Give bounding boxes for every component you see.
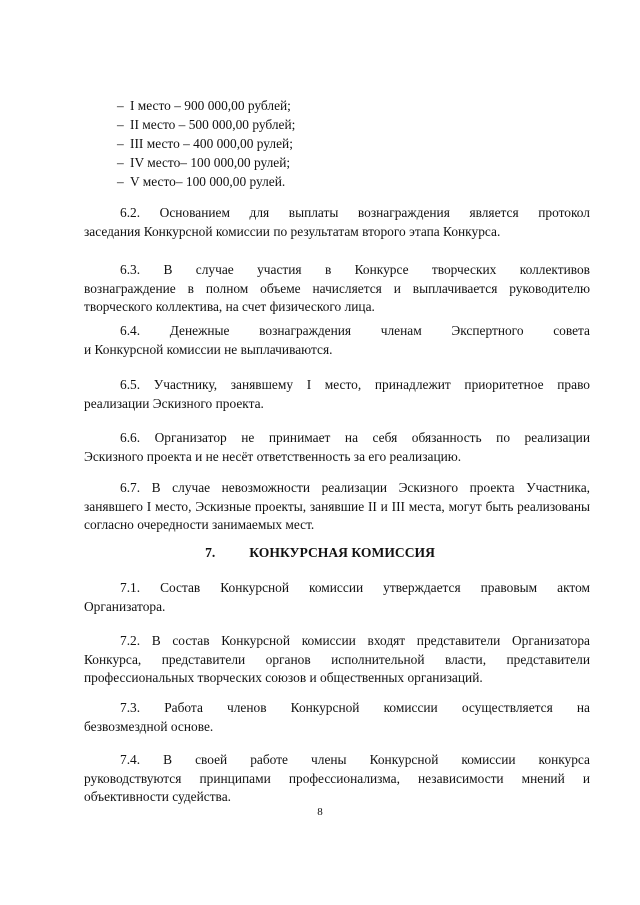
- prize-list: [117, 96, 295, 191]
- section-7-heading: [0, 545, 640, 561]
- prize-item: – IV место– 100 000,00 рулей;: [117, 155, 291, 170]
- prize-item: – I место – 900 000,00 рублей;: [117, 98, 291, 113]
- prize-item: – III место – 400 000,00 рулей;: [117, 136, 293, 151]
- paragraph-7-2: 7.2. В состав Конкурсной комиссии входят представители Организатора Конкурса, представители органов исполнительной власти, представители профессиональных творческих союзов и общественных организаций.: [84, 633, 590, 685]
- paragraph-6-5: 6.5. Участнику, занявшему I место, принадлежит приоритетное право реализации Эскизного проекта.: [84, 377, 590, 411]
- paragraph-7-3: 7.3. Работа членов Конкурсной комиссии осуществляется на безвозмездной основе.: [84, 700, 590, 734]
- section-title: КОНКУРСНАЯ КОМИССИЯ: [249, 545, 435, 560]
- paragraph-6-2: 6.2. Основанием для выплаты вознаграждения является протокол заседания Конкурсной комиссии по результатам второго этапа Конкурса.: [84, 205, 590, 239]
- paragraph-7-4: 7.4. В своей работе члены Конкурсной комиссии конкурса руководствуются принципами профессионализма, независимости мнений и объективности судейства.: [84, 752, 590, 804]
- prize-item: – V место– 100 000,00 рулей.: [117, 174, 286, 189]
- paragraph-6-4: 6.4. Денежные вознаграждения членам Экспертного совета и Конкурсной комиссии не выплачиваются.: [84, 323, 590, 357]
- page-number: 8: [317, 806, 323, 818]
- section-number: 7.: [205, 545, 216, 560]
- prize-item: – II место – 500 000,00 рублей;: [117, 117, 296, 132]
- paragraph-6-6: 6.6. Организатор не принимает на себя обязанность по реализации Эскизного проекта и не несёт ответственность за его реализацию.: [84, 430, 590, 464]
- paragraph-6-3: 6.3. В случае участия в Конкурсе творческих коллективов вознаграждение в полном объеме начисляется и выплачивается руководителю творческого коллектива, на счет физического лица.: [84, 262, 590, 314]
- paragraph-6-7: 6.7. В случае невозможности реализации Эскизного проекта Участника, занявшего I место, Эскизные проекты, занявшие II и III места, могут быть реализованы согласно очередности занимаемых мест.: [84, 480, 590, 532]
- paragraph-7-1: 7.1. Состав Конкурсной комиссии утверждается правовым актом Организатора.: [84, 580, 590, 614]
